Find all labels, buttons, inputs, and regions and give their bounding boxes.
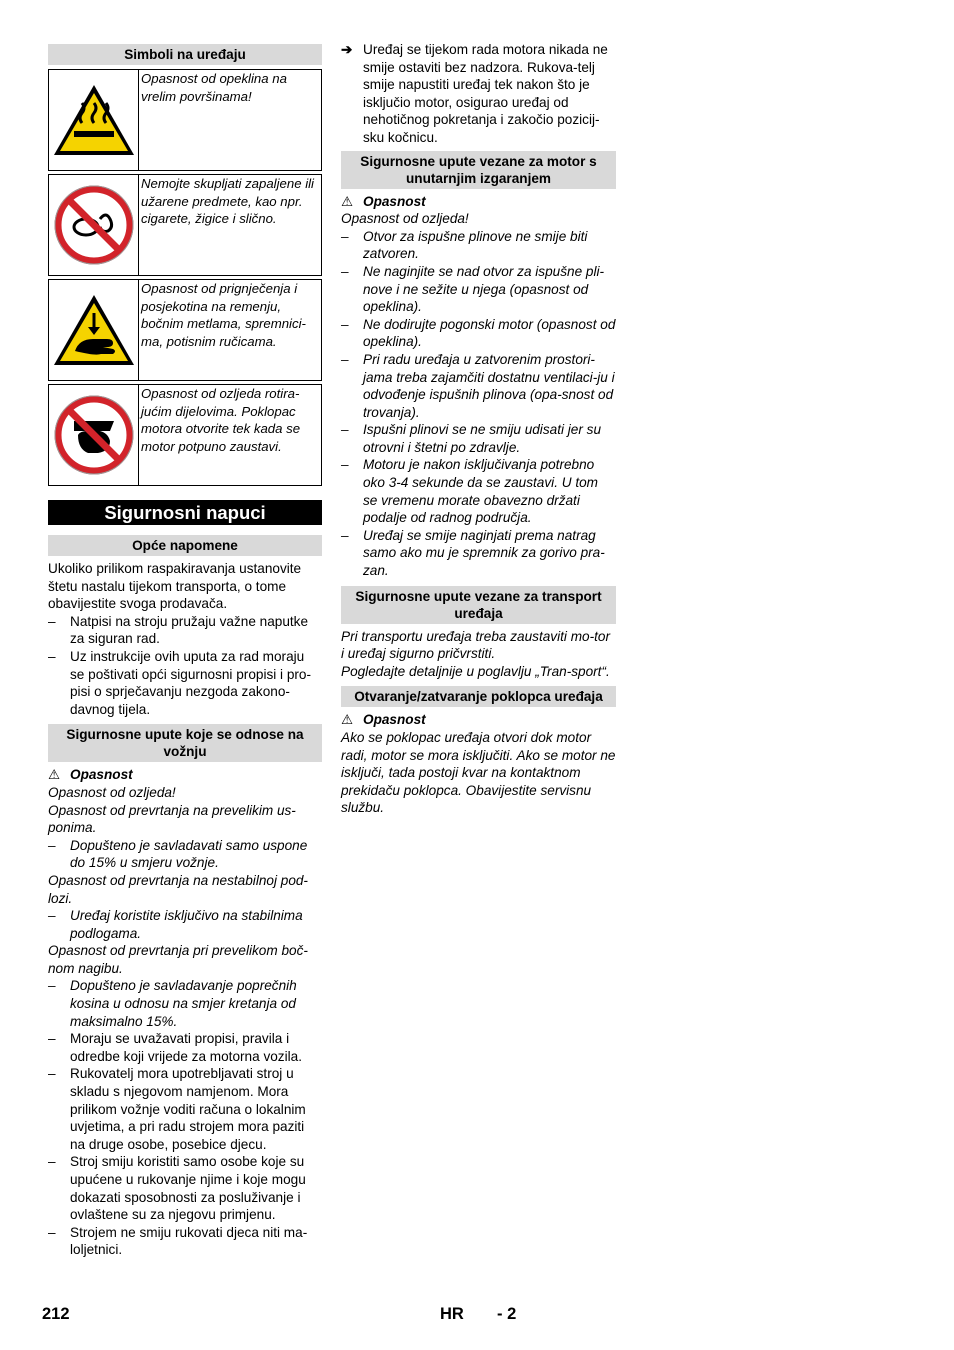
list-item: – Moraju se uvažavati propisi, pravila i odredbe koji vrijede za motorna vozila. — [48, 1031, 302, 1064]
symbols-heading: Simboli na uređaju — [48, 44, 322, 65]
hot-surface-warning-icon — [49, 70, 139, 170]
arrow-right-icon: ➔ — [341, 42, 353, 57]
symbol-row-no-flame — [48, 174, 322, 276]
list-item: – Natpisi na stroju pružaju važne naputke za siguran rad. — [48, 613, 309, 647]
list-item: – Otvor za ispušne plinove ne smije biti zatvoren. — [341, 228, 588, 262]
left-column — [48, 44, 322, 1259]
warning-triangle-icon: ⚠ — [341, 712, 354, 728]
list-item: – Dopušteno je savladavanje poprečnih kosina u odnosu na smjer kretanja od maksimalno 15%. — [48, 978, 297, 1029]
warning-label: ⚠ Opasnost — [341, 712, 426, 728]
transport-heading: Sigurnosne upute vezane za transport uređaja — [341, 586, 616, 624]
cover-heading: Otvaranje/zatvaranje poklopca uređaja — [341, 686, 616, 707]
symbol-row-rotating — [48, 384, 322, 486]
intro-arrow-item: ➔ Uređaj se tijekom rada motora nikada ne smije ostaviti bez nadzora. Rukova-telj smije napustiti uređaj tek nakon što je isključio motor, osigurao uređaj od nehotičnog pokretanja i zakočio pozicij-sku kočnicu. — [341, 42, 608, 145]
language-code: HR — [440, 1305, 464, 1323]
list-item: – Ne naginjite se nad otvor za ispušne pli-nove i ne sežite u njega (opasnost od opeklina). — [341, 263, 605, 315]
warning-sub: Opasnost od ozljeda! — [341, 211, 469, 227]
general-intro: Ukoliko prilikom raspakiravanja ustanovite štetu nastalu tijekom transporta, o tome obavijestite svoga prodavača. — [48, 561, 302, 612]
cover-text: Ako se poklopac uređaja otvori dok motor radi, motor se mora isključiti. Ako se motor ne isključi, tada postoji kvar na kontaktnom prekidaču poklopca. Obavijestite servisnu službu. — [341, 730, 616, 816]
list-item: – Rukovatelj mora upotrebljavati stroj u skladu s njegovom namjenom. Mora prilikom vožnje voditi računa o lokalnim uvjetima, a pri radu strojem mora paziti na druge osobe, posebice djecu. — [48, 1066, 306, 1152]
list-item: – Dopušteno je savladavati samo uspone do 15% u smjeru vožnje. — [48, 837, 308, 871]
tip-text: Opasnost od prevrtanja na nestabilnoj pod-lozi. — [48, 872, 308, 906]
warning-triangle-icon: ⚠ — [341, 193, 354, 209]
list-item: – Uređaj koristite isključivo na stabilnima podlogama. — [48, 908, 303, 941]
list-item: – Stroj smiju koristiti samo osobe koje su upućene u rukovanje njime i koje mogu dokazati sposobnosti za posluživanje i ovlaštene su za njegovu primjenu. — [48, 1154, 306, 1223]
symbol-row-hand-crush — [48, 279, 322, 381]
symbol-text: Opasnost od opeklina na vrelim površinama! — [141, 71, 287, 104]
hand-crush-warning-icon — [49, 280, 139, 380]
no-touch-rotating-parts-icon — [49, 385, 139, 485]
list-item: – Motoru je nakon isključivanja potrebno oko 3-4 sekunde da se zaustavi. U tom se vremenu morate obavezno držati podalje od radnog područja. — [341, 457, 598, 526]
safety-title: Sigurnosni napuci — [48, 500, 322, 525]
list-item: – Ispušni plinovi se ne smiju udisati jer su otrovni i štetni po zdravlje. — [341, 422, 602, 455]
section-number: - 2 — [497, 1305, 517, 1323]
list-item: – Ne dodirujte pogonski motor (opasnost od opeklina). — [341, 316, 616, 350]
warning-label: ⚠ Opasnost — [48, 767, 133, 783]
symbol-text: Opasnost od prignječenja i posjekotina na remenju, bočnim metlama, spremnici-ma, potisnim ručicama. — [141, 281, 306, 349]
symbol-text: Opasnost od ozljeda rotira-jućim dijelovima. Poklopac motora otvorite tek kada se motor potpuno zaustavi. — [141, 386, 301, 454]
symbol-row-hot-surface — [48, 69, 322, 171]
engine-heading: Sigurnosne upute vezane za motor s unutarnjim izgaranjem — [341, 151, 616, 189]
page-number: 212 — [42, 1305, 70, 1323]
symbol-text: Nemojte skupljati zapaljene ili užarene predmete, kao npr. cigarete, žigice i slično. — [141, 176, 314, 226]
list-item: – Uređaj se smije naginjati prema natrag samo ako mu je spremnik za gorivo pra-zan. — [341, 527, 605, 579]
list-item: – Uz instrukcije ovih uputa za rad moraju se poštivati opći sigurnosni propisi i pro-pisi o sprječavanju nezgoda zakono-davnog tijela. — [48, 648, 312, 717]
driving-heading: Sigurnosne upute koje se odnose na vožnju — [48, 724, 322, 762]
transport-text: Pri transportu uređaja treba zaustaviti mo-tor i uređaj sigurno pričvrstiti. — [341, 628, 610, 662]
no-open-flame-icon — [49, 175, 139, 275]
list-item: – Strojem ne smiju rukovati djeca niti ma-loljetnici. — [48, 1224, 308, 1258]
warning-sub: Opasnost od ozljeda! — [48, 784, 176, 800]
right-column — [341, 44, 616, 817]
warning-triangle-icon: ⚠ — [48, 767, 61, 783]
warning-label: ⚠ Opasnost — [341, 193, 426, 209]
tip-text: Opasnost od prevrtanja pri prevelikom boč-nom nagibu. — [48, 943, 308, 976]
list-item: – Pri radu uređaja u zatvorenim prostori-jama treba zajamčiti dostatnu ventilaci-ju i odvođenje ispušnih plinova (opa-snost od trovanja). — [341, 351, 615, 420]
tip-text: Opasnost od prevrtanja na prevelikim us-ponima. — [48, 802, 296, 836]
transport-text: Pogledajte detaljnije u poglavlju „Tran-sport“. — [341, 663, 610, 679]
general-heading: Opće napomene — [48, 535, 322, 556]
